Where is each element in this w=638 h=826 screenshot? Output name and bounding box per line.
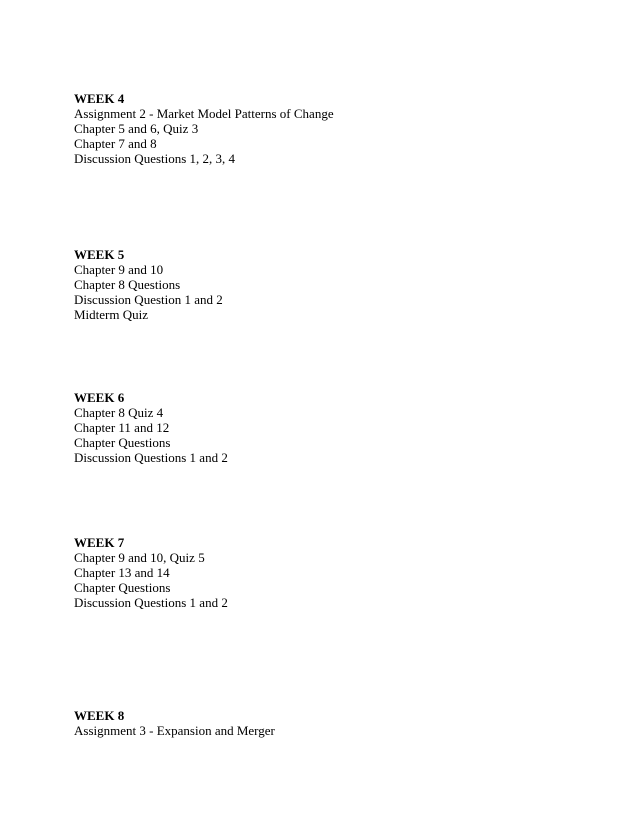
schedule-item: Discussion Questions 1, 2, 3, 4 [74, 151, 236, 166]
schedule-item: Chapter 7 and 8 [74, 136, 157, 151]
week-6-section [74, 390, 594, 465]
schedule-item: Chapter 8 Questions [74, 277, 181, 292]
week-heading: WEEK 6 [74, 390, 125, 405]
schedule-item: Chapter 8 Quiz 4 [74, 405, 164, 420]
schedule-item: Midterm Quiz [74, 307, 149, 322]
week-heading: WEEK 8 [74, 708, 125, 723]
week-heading: WEEK 5 [74, 247, 125, 262]
schedule-item: Chapter Questions [74, 580, 171, 595]
schedule-item: Chapter Questions [74, 435, 171, 450]
week-7-section [74, 535, 594, 610]
schedule-item: Chapter 11 and 12 [74, 420, 170, 435]
week-4-section [74, 91, 594, 166]
schedule-item: Chapter 9 and 10 [74, 262, 164, 277]
schedule-item: Assignment 2 - Market Model Patterns of Change [74, 106, 334, 121]
week-8-section [74, 708, 594, 738]
week-heading: WEEK 4 [74, 91, 125, 106]
week-heading: WEEK 7 [74, 535, 125, 550]
schedule-item: Chapter 9 and 10, Quiz 5 [74, 550, 205, 565]
schedule-item: Chapter 5 and 6, Quiz 3 [74, 121, 199, 136]
schedule-item: Discussion Question 1 and 2 [74, 292, 223, 307]
schedule-item: Discussion Questions 1 and 2 [74, 595, 228, 610]
schedule-item: Discussion Questions 1 and 2 [74, 450, 228, 465]
week-5-section [74, 247, 594, 322]
schedule-item: Chapter 13 and 14 [74, 565, 170, 580]
schedule-item: Assignment 3 - Expansion and Merger [74, 723, 275, 738]
